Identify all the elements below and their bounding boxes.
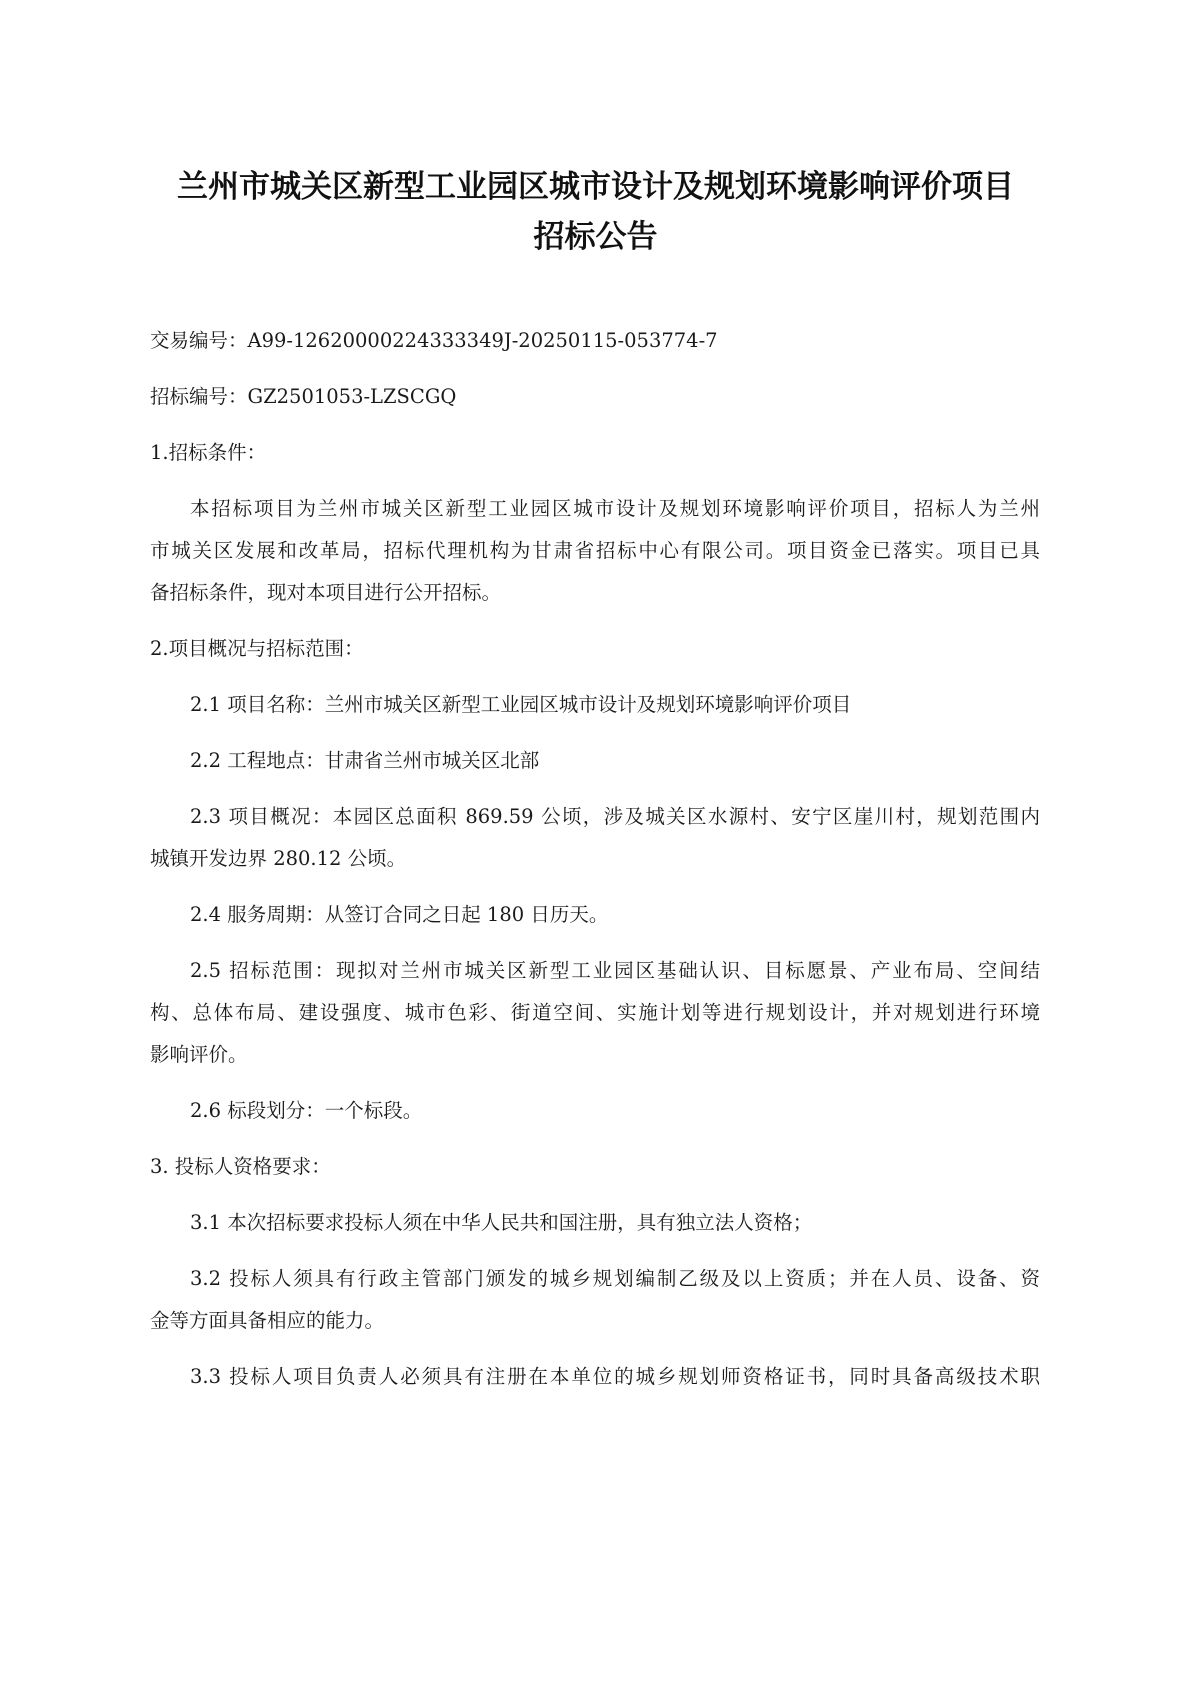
item-3-2-line-2: 金等方面具备相应的能力。 [150, 1309, 385, 1332]
section-1-paragraph-line-2: 市城关区发展和改革局，招标代理机构为甘肃省招标中心有限公司。项目资金已落实。项目已具 [150, 539, 1040, 562]
document-title-line-1: 兰州市城关区新型工业园区城市设计及规划环境影响评价项目 [177, 169, 1014, 205]
section-2-heading: 2.项目概况与招标范围： [150, 637, 364, 660]
item-2-5-line-3: 影响评价。 [150, 1043, 248, 1066]
item-3-1: 3.1 本次招标要求投标人须在中华人民共和国注册，具有独立法人资格； [190, 1211, 813, 1234]
item-3-3-line-1: 3.3 投标人项目负责人必须具有注册在本单位的城乡规划师资格证书，同时具备高级技术职 [190, 1365, 1040, 1388]
item-2-1: 2.1 项目名称：兰州市城关区新型工业园区城市设计及规划环境影响评价项目 [190, 693, 852, 716]
item-2-3-line-1: 2.3 项目概况：本园区总面积 869.59 公顷，涉及城关区水源村、安宁区崖川村，规划范围内 [190, 805, 1040, 828]
item-2-6: 2.6 标段划分：一个标段。 [190, 1099, 423, 1122]
document-title-line-2: 招标公告 [533, 219, 658, 255]
trade-number: 交易编号：A99-12620000224333349J-20250115-053774-7 [150, 329, 718, 352]
item-2-3-line-2: 城镇开发边界 280.12 公顷。 [150, 847, 407, 870]
item-2-5-line-1: 2.5 招标范围：现拟对兰州市城关区新型工业园区基础认识、目标愿景、产业布局、空间结 [190, 959, 1040, 982]
item-2-5-line-2: 构、总体布局、建设强度、城市色彩、街道空间、实施计划等进行规划设计，并对规划进行环境 [150, 1001, 1040, 1024]
item-2-2: 2.2 工程地点：甘肃省兰州市城关区北部 [190, 749, 540, 772]
item-3-2-line-1: 3.2 投标人须具有行政主管部门颁发的城乡规划编制乙级及以上资质；并在人员、设备、资 [190, 1267, 1040, 1290]
section-1-paragraph-line-3: 备招标条件，现对本项目进行公开招标。 [150, 581, 502, 604]
section-1-paragraph-line-1: 本招标项目为兰州市城关区新型工业园区城市设计及规划环境影响评价项目，招标人为兰州 [190, 497, 1040, 520]
item-2-4: 2.4 服务周期：从签订合同之日起 180 日历天。 [190, 903, 609, 926]
section-1-heading: 1.招标条件： [150, 441, 267, 464]
tender-number: 招标编号：GZ2501053-LZSCGQ [150, 385, 457, 408]
section-3-heading: 3. 投标人资格要求： [150, 1155, 331, 1178]
